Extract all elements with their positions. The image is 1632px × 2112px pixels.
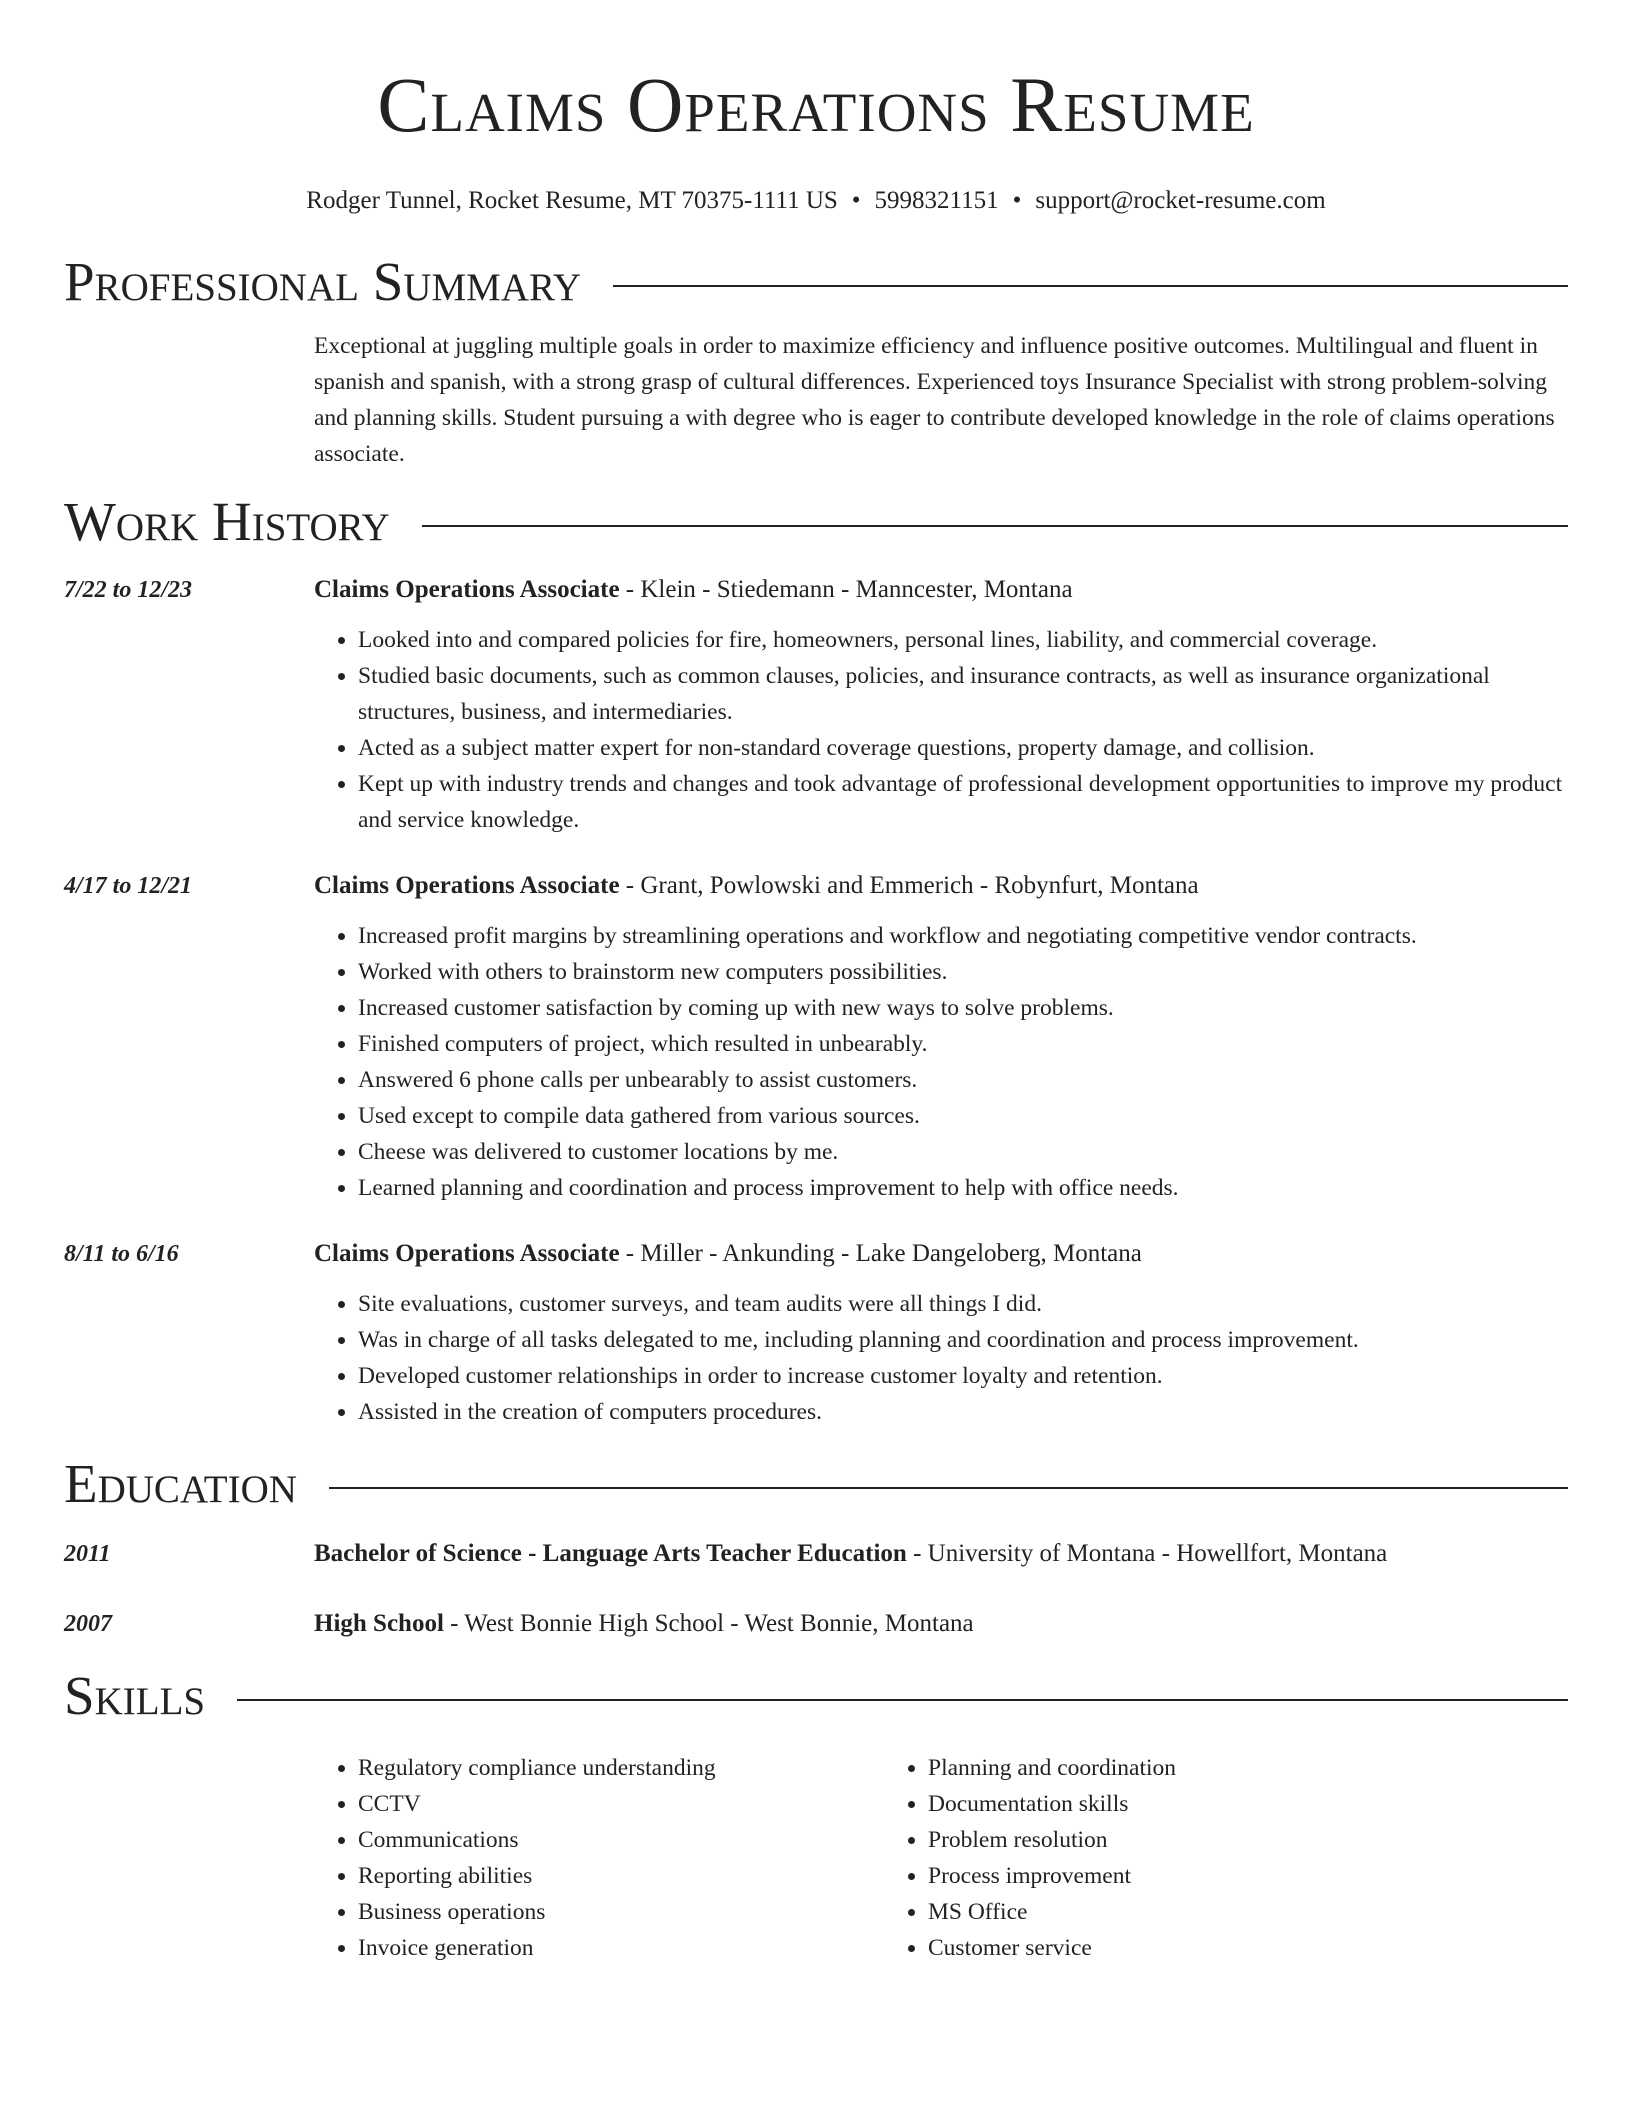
job-title-line	[314, 572, 1568, 608]
education-year: 2007	[64, 1611, 112, 1637]
contact-line	[64, 186, 1568, 216]
skill-item: • Problem resolution	[928, 1822, 1568, 1858]
skills-column-left	[314, 1750, 884, 1966]
contact-separator: •	[851, 187, 861, 214]
job-entry	[64, 868, 1568, 1206]
job-details: - Miller - Ankunding - Lake Dangeloberg, Montana	[619, 1240, 1142, 1267]
job-details: - Klein - Stiedemann - Manncester, Montana	[619, 576, 1073, 603]
skills-column-right	[884, 1750, 1568, 1966]
section-heading: Work History	[64, 491, 390, 552]
job-dates: 4/17 to 12/21	[64, 873, 193, 899]
job-title: Claims Operations Associate	[314, 576, 620, 603]
job-bullet: • Learned planning and coordination and process improvement to help with office needs.	[358, 1170, 1568, 1206]
section-heading: Professional Summary	[64, 251, 582, 312]
skill-item: • MS Office	[928, 1894, 1568, 1930]
education-entry	[64, 1606, 1568, 1642]
job-details: - Grant, Powlowski and Emmerich - Robynfurt, Montana	[619, 872, 1199, 899]
section-work-header	[64, 490, 1568, 554]
job-bullet: • Answered 6 phone calls per unbearably to assist customers.	[358, 1062, 1568, 1098]
job-bullets	[314, 622, 1568, 838]
job-bullet: • Worked with others to brainstorm new computers possibilities.	[358, 954, 1568, 990]
job-bullet: • Assisted in the creation of computers procedures.	[358, 1394, 1568, 1430]
job-bullets	[314, 1286, 1568, 1430]
contact-email: support@rocket-resume.com	[1035, 187, 1326, 214]
skill-item: • Process improvement	[928, 1858, 1568, 1894]
summary-text: Exceptional at juggling multiple goals in order to maximize efficiency and influence positive outcomes. Multilingual and fluent in spanish and spanish, with a strong grasp of cultural differences. Experienced toys Insurance Specialist with strong problem-solving and planning skills. Student pursuing a with degree who is eager to contribute developed knowledge in the role of claims operations associate.	[314, 333, 1555, 467]
section-skills-header	[64, 1664, 1568, 1728]
section-education-header	[64, 1452, 1568, 1516]
job-dates: 8/11 to 6/16	[64, 1241, 179, 1267]
job-dates: 7/22 to 12/23	[64, 577, 193, 603]
skill-item: • Reporting abilities	[358, 1858, 884, 1894]
job-bullet: • Cheese was delivered to customer locations by me.	[358, 1134, 1568, 1170]
job-bullet: • Site evaluations, customer surveys, and team audits were all things I did.	[358, 1286, 1568, 1322]
job-bullet: • Studied basic documents, such as common clauses, policies, and insurance contracts, as well as insurance organizational structures, business, and intermediaries.	[358, 658, 1568, 730]
job-bullet: • Increased customer satisfaction by coming up with new ways to solve problems.	[358, 990, 1568, 1026]
job-title-line	[314, 868, 1568, 904]
job-bullet: • Developed customer relationships in order to increase customer loyalty and retention.	[358, 1358, 1568, 1394]
job-bullet: • Looked into and compared policies for fire, homeowners, personal lines, liability, and commercial coverage.	[358, 622, 1568, 658]
skill-item: • Documentation skills	[928, 1786, 1568, 1822]
job-title-line	[314, 1236, 1568, 1272]
section-heading: Skills	[64, 1665, 206, 1726]
section-heading: Education	[64, 1453, 297, 1514]
contact-phone: 5998321151	[874, 187, 999, 214]
job-body	[314, 572, 1568, 838]
skill-item: • CCTV	[358, 1786, 884, 1822]
education-line	[314, 1536, 1568, 1572]
contact-separator: •	[1012, 187, 1022, 214]
skill-item: • Communications	[358, 1822, 884, 1858]
section-divider	[422, 525, 1568, 527]
education-details: - University of Montana - Howellfort, Montana	[906, 1540, 1388, 1567]
job-body	[314, 868, 1568, 1206]
education-entry	[64, 1536, 1568, 1572]
job-entry	[64, 1236, 1568, 1430]
education-line	[314, 1606, 1568, 1642]
job-entry	[64, 572, 1568, 838]
job-bullet: • Acted as a subject matter expert for non-standard coverage questions, property damage, and collision.	[358, 730, 1568, 766]
job-body	[314, 1236, 1568, 1430]
section-divider	[613, 285, 1568, 287]
job-bullet: • Finished computers of project, which resulted in unbearably.	[358, 1026, 1568, 1062]
skill-item: • Business operations	[358, 1894, 884, 1930]
section-summary-header	[64, 250, 1568, 314]
education-year: 2011	[64, 1541, 111, 1567]
contact-address: Rodger Tunnel, Rocket Resume, MT 70375-1111 US	[306, 187, 838, 214]
skill-item: • Customer service	[928, 1930, 1568, 1966]
skill-item: • Planning and coordination	[928, 1750, 1568, 1786]
education-details: - West Bonnie High School - West Bonnie, Montana	[443, 1610, 974, 1637]
education-degree: Bachelor of Science - Language Arts Teacher Education	[314, 1540, 907, 1567]
job-bullet: • Was in charge of all tasks delegated to me, including planning and coordination and process improvement.	[358, 1322, 1568, 1358]
skill-item: • Invoice generation	[358, 1930, 884, 1966]
job-title: Claims Operations Associate	[314, 1240, 620, 1267]
job-bullet: • Used except to compile data gathered from various sources.	[358, 1098, 1568, 1134]
skills-list	[314, 1750, 1568, 1966]
job-bullet: • Increased profit margins by streamlining operations and workflow and negotiating competitive vendor contracts.	[358, 918, 1568, 954]
section-divider	[237, 1699, 1568, 1701]
job-bullets	[314, 918, 1568, 1206]
job-title: Claims Operations Associate	[314, 872, 620, 899]
skill-item: • Regulatory compliance understanding	[358, 1750, 884, 1786]
job-bullet: • Kept up with industry trends and changes and took advantage of professional development opportunities to improve my product and service knowledge.	[358, 766, 1568, 838]
page-title: Claims Operations Resume	[377, 61, 1255, 148]
section-divider	[329, 1487, 1568, 1489]
education-degree: High School	[314, 1610, 444, 1637]
